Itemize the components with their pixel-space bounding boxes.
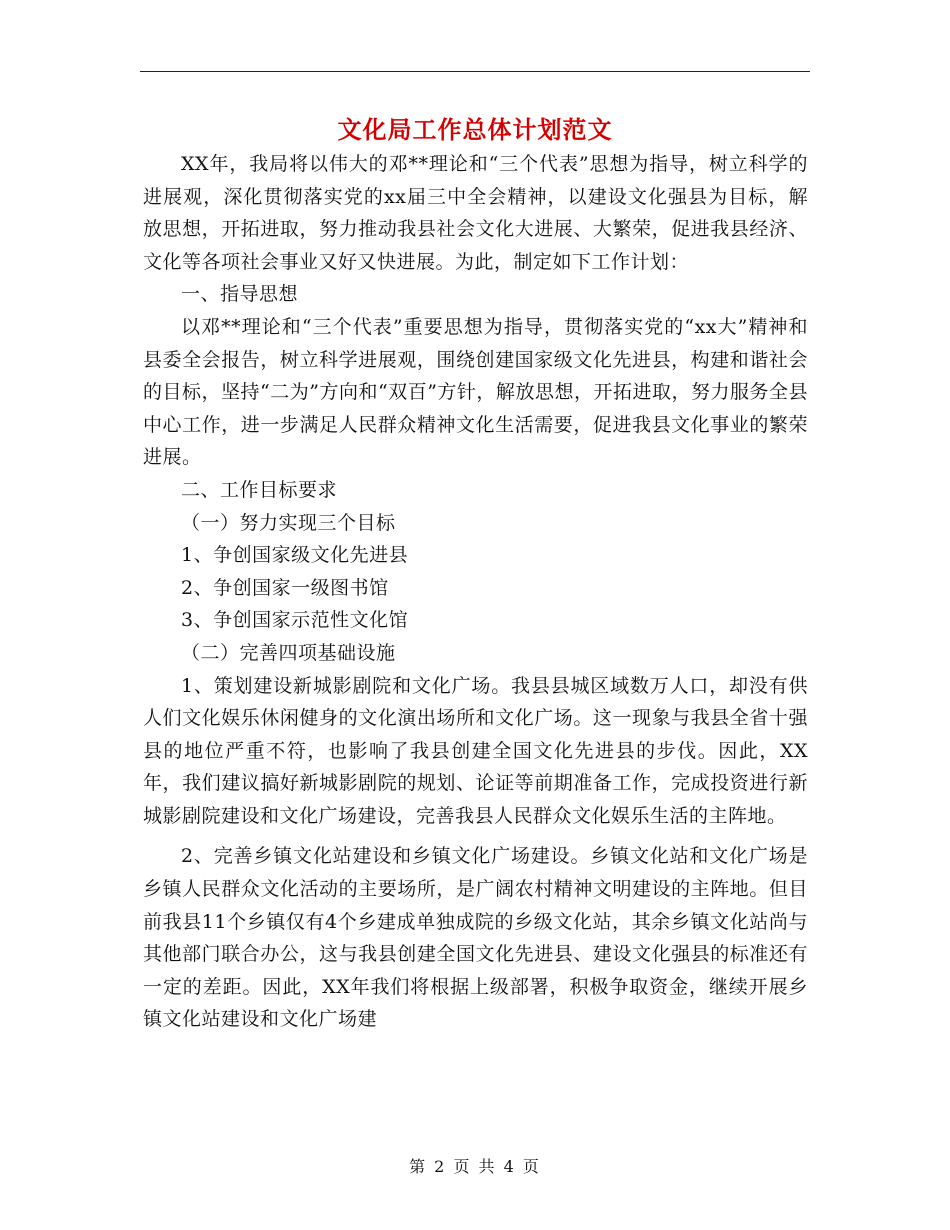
paragraph-intro: XX年，我局将以伟大的邓**理论和“三个代表”思想为指导，树立科学的进展观，深化贯彻落实党的xx届三中全会精神，以建设文化强县为目标，解放思想，开拓进取，努力推动我县社会文化大进展、大繁荣，促进我县经济、文化等各项社会事业又好又快进展。为此，制定如下工作计划： [143, 153, 808, 273]
subheading-infrastructure: （二）完善四项基础设施 [181, 641, 396, 664]
paragraph-infrastructure-2: 2、完善乡镇文化站建设和乡镇文化广场建设。乡镇文化站和文化广场是乡镇人民群众文化活动的主要场所，是广阔农村精神文明建设的主阵地。但目前我县11个乡镇仅有4个乡建成单独成院的乡级文化站，其余乡镇文化站尚与其他部门联合办公，这与我县创建全国文化先进县、建设文化强县的标准还有一定的差距。因此，XX年我们将根据上级部署，积极争取资金，继续开展乡镇文化站建设和文化广场建 [143, 845, 808, 1031]
paragraph-infrastructure-1: 1、策划建设新城影剧院和文化广场。我县县城区域数万人口，却没有供人们文化娱乐休闲健身的文化演出场所和文化广场。这一现象与我县全省十强县的地位严重不符，也影响了我县创建全国文化先进县的步伐。因此，XX年，我们建议搞好新城影剧院的规划、论证等前期准备工作，完成投资进行新城影剧院建设和文化广场建设，完善我县人民群众文化娱乐生活的主阵地。 [143, 674, 808, 827]
list-item-goal-3: 3、争创国家示范性文化馆 [181, 609, 409, 632]
list-item-goal-1: 1、争创国家级文化先进县 [181, 544, 409, 567]
page-footer: 第 2 页 共 4 页 [409, 1157, 541, 1176]
document-title: 文化局工作总体计划范文 [337, 115, 613, 144]
heading-guiding-ideology: 一、指导思想 [181, 283, 299, 306]
paragraph-guiding-ideology: 以邓**理论和“三个代表”重要思想为指导，贯彻落实党的“xx大”精神和县委全会报告，树立科学进展观，围绕创建国家级文化先进县，构建和谐社会的目标，坚持“二为”方向和“双百”方针，解放思想，开拓进取，努力服务全县中心工作，进一步满足人民群众精神文化生活需要，促进我县文化事业的繁荣进展。 [143, 315, 808, 469]
list-item-goal-2: 2、争创国家一级图书馆 [181, 576, 389, 599]
paragraph-gap [143, 832, 808, 840]
subheading-three-goals: （一）努力实现三个目标 [181, 511, 396, 534]
header-rule [140, 71, 810, 72]
heading-work-goals: 二、工作目标要求 [181, 478, 338, 501]
document-body [143, 148, 808, 1036]
